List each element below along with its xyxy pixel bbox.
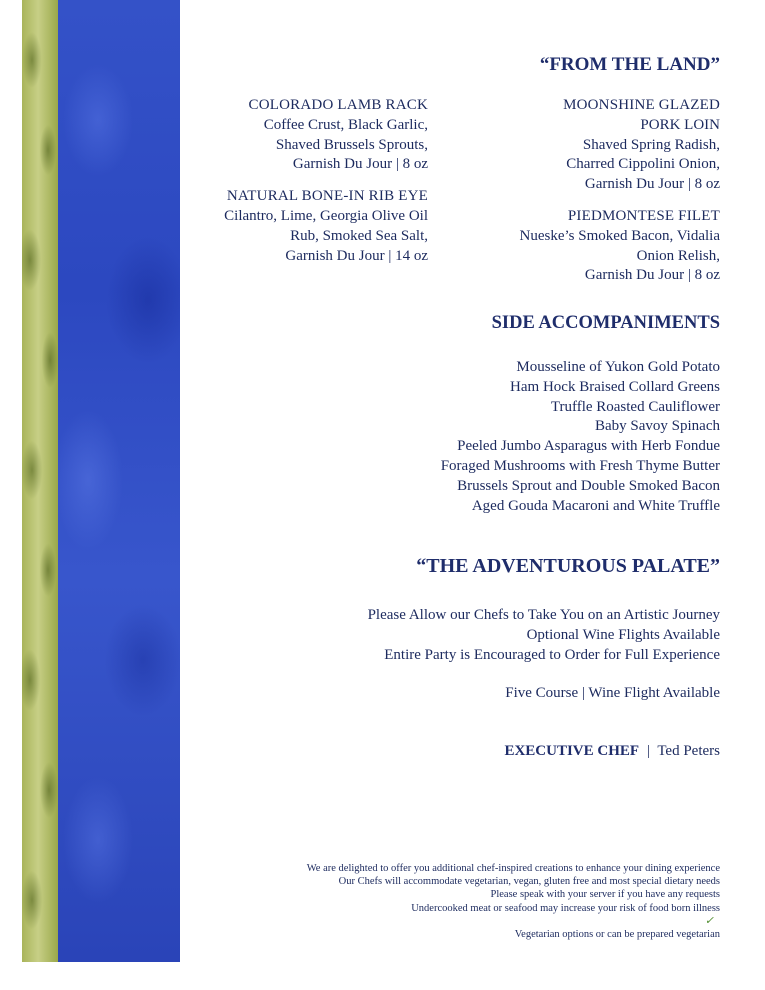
dish-description-line: Garnish Du Jour | 14 oz [285, 247, 428, 264]
list-item: Aged Gouda Macaroni and White Truffle [471, 497, 720, 514]
dish-name: COLORADO LAMB RACK [248, 97, 428, 113]
adventurous-palate-heading: “THE ADVENTUROUS PALATE” [416, 555, 720, 577]
dish-rib-eye [188, 187, 428, 266]
dish-description-line: Garnish Du Jour | 8 oz [292, 156, 428, 173]
dish-name: NATURAL BONE-IN RIB EYE [226, 188, 428, 205]
from-the-land-heading: “FROM THE LAND” [539, 54, 720, 75]
land-dishes-right [480, 96, 720, 298]
dish-description-line: Garnish Du Jour | 8 oz [584, 176, 720, 193]
description-line: Entire Party is Encouraged to Order for Full Experience [384, 646, 720, 663]
dish-piedmontese-filet [480, 207, 720, 286]
dish-description-line: Cilantro, Lime, Georgia Olive Oil [224, 207, 428, 224]
blue-band-decoration [58, 0, 180, 962]
description-line: Optional Wine Flights Available [526, 626, 720, 643]
list-item: Brussels Sprout and Double Smoked Bacon [457, 477, 720, 494]
dish-description-line: Shaved Brussels Sprouts, [275, 136, 428, 153]
palate-description [368, 606, 720, 665]
vegetarian-check-icon: ✓ [704, 914, 714, 927]
dish-description-line: Coffee Crust, Black Garlic, [263, 116, 428, 133]
list-item: Ham Hock Braised Collard Greens [510, 378, 720, 395]
chef-label: EXECUTIVE CHEF [504, 743, 640, 759]
list-item: Foraged Mushrooms with Fresh Thyme Butter [440, 457, 720, 474]
list-item: Mousseline of Yukon Gold Potato [516, 359, 720, 375]
list-item: Baby Savoy Spinach [595, 418, 720, 435]
list-item: Truffle Roasted Cauliflower [550, 398, 720, 415]
note-line: Please speak with your server if you have any requests [490, 889, 720, 901]
course-info [505, 684, 720, 704]
description-line: Please Allow our Chefs to Take You on an Artistic Journey [367, 607, 720, 623]
side-accompaniments-heading: SIDE ACCOMPANIMENTS [491, 313, 720, 333]
note-line: Our Chefs will accommodate vegetarian, vegan, gluten free and most special dietary needs [338, 876, 720, 888]
footer-notes [307, 862, 720, 941]
dish-pork-loin [480, 96, 720, 195]
dish-description-line: PORK LOIN [640, 116, 720, 133]
leaf-border-decoration [22, 0, 58, 962]
dish-description-line: Nueske’s Smoked Bacon, Vidalia [519, 227, 720, 244]
side-dish-list [441, 358, 720, 516]
vegetarian-note-text: Vegetarian options or can be prepared vegetarian [514, 929, 720, 941]
chef-separator: | [646, 743, 650, 759]
dish-description-line: Rub, Smoked Sea Salt, [290, 227, 428, 244]
dish-description-line: Charred Cippolini Onion, [566, 156, 720, 173]
note-line: Undercooked meat or seafood may increase your risk of food born illness [411, 902, 720, 914]
note-line: We are delighted to offer you additional chef-inspired creations to enhance your dining experience [306, 863, 720, 874]
land-dishes-left [188, 96, 428, 278]
course-line: Five Course | Wine Flight Available [505, 685, 720, 701]
dish-name: MOONSHINE GLAZED [563, 97, 720, 113]
list-item: Peeled Jumbo Asparagus with Herb Fondue [457, 438, 720, 455]
vegetarian-note [307, 915, 720, 941]
dish-name: PIEDMONTESE FILET [567, 207, 720, 224]
dish-lamb-rack [188, 96, 428, 175]
dish-description-line: Onion Relish, [636, 247, 720, 264]
dish-description-line: Garnish Du Jour | 8 oz [584, 267, 720, 284]
chef-name: Ted Peters [657, 743, 720, 759]
dish-description-line: Shaved Spring Radish, [582, 136, 720, 153]
executive-chef-credit [504, 743, 720, 760]
